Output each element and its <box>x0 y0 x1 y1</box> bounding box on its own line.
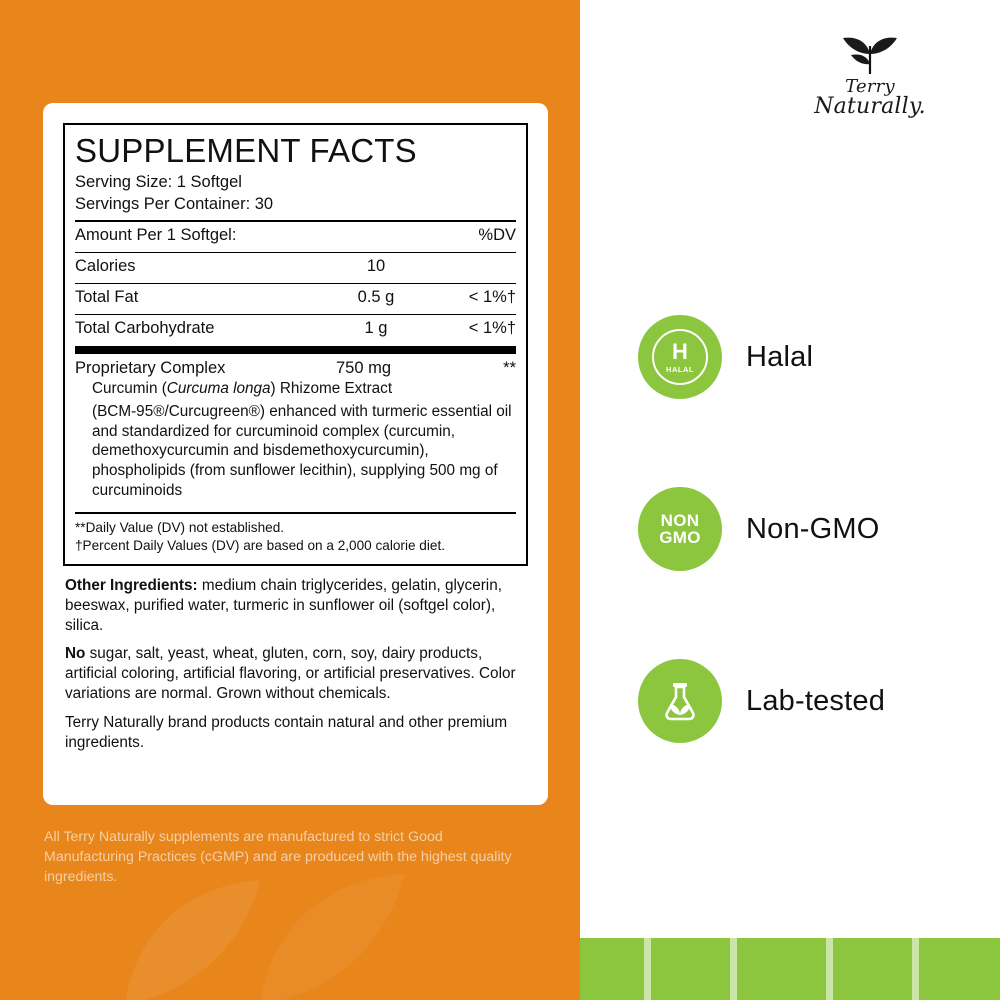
footnote-dv-not-established: **Daily Value (DV) not established. <box>75 520 285 536</box>
brand-logo <box>800 0 940 152</box>
leaf-sprout-icon <box>837 34 903 76</box>
halal-icon <box>638 315 722 399</box>
lab-flask-leaf-icon <box>638 659 722 743</box>
nutrient-name: Calories <box>75 256 136 275</box>
non-gmo-icon <box>638 487 722 571</box>
supplement-facts-card <box>43 103 548 805</box>
desc-pre: Curcumin ( <box>92 379 167 397</box>
servings-per-container: Servings Per Container: 30 <box>75 195 274 214</box>
halal-word: HALAL <box>666 364 694 374</box>
free-from-paragraph <box>65 644 526 704</box>
other-ingredients-section <box>63 576 528 753</box>
badge-halal <box>638 315 978 399</box>
footnote-percent-dv: †Percent Daily Values (DV) are based on a 2,000 calorie diet. <box>75 538 446 554</box>
badge-label-non-gmo: Non-GMO <box>746 512 880 545</box>
logo-text-naturally: Naturally. <box>814 94 926 119</box>
proprietary-amount: 750 mg <box>336 358 392 377</box>
non-gmo-line1: NON <box>660 510 700 530</box>
logo-text-terry: Terry <box>845 76 895 97</box>
non-gmo-line2: GMO <box>659 528 701 547</box>
supplement-facts-box <box>63 123 528 566</box>
badge-non-gmo <box>638 487 978 571</box>
dv-header: %DV <box>478 225 516 244</box>
divider-thick <box>75 346 516 354</box>
desc-post: ) Rhizome Extract <box>270 379 393 397</box>
badge-label-lab-tested: Lab-tested <box>746 684 886 717</box>
no-label: No <box>65 645 86 663</box>
halal-letter: H <box>672 338 688 364</box>
bottom-green-bar <box>580 938 1000 1000</box>
nutrient-amount: 0.5 g <box>357 287 395 306</box>
supplement-facts-title: SUPPLEMENT FACTS <box>75 132 417 169</box>
table-row <box>75 315 516 341</box>
proprietary-description: (BCM-95®/Curcugreen®) enhanced with turmeric essential oil and standardized for curcuminoid complex (curcumin, demethoxycurcumin and bisdemethoxycurcumin), phospholipids (from sunflower lecithin), supplying 500 mg of curcuminoids <box>92 402 512 500</box>
proprietary-dv: ** <box>503 358 516 377</box>
nutrient-name: Total Carbohydrate <box>75 318 215 337</box>
certification-badges <box>638 315 978 743</box>
nutrient-name: Total Fat <box>75 287 139 306</box>
proprietary-complex-row <box>75 354 516 378</box>
badge-label-halal: Halal <box>746 340 814 373</box>
nutrient-dv: < 1%† <box>468 287 516 306</box>
botanical-name: Curcuma longa <box>166 379 271 397</box>
divider <box>75 512 516 514</box>
facts-table-header <box>75 222 516 248</box>
gmp-note: All Terry Naturally supplements are manufactured to strict Good Manufacturing Practices (cGMP) and are produced with the highest quality ingredients. <box>44 829 512 885</box>
serving-size: Serving Size: 1 Softgel <box>75 173 242 192</box>
other-ingredients-paragraph <box>65 576 526 636</box>
nutrient-dv: < 1%† <box>468 318 516 337</box>
amount-per-serving-header: Amount Per 1 Softgel: <box>75 225 237 244</box>
brand-note: Terry Naturally brand products contain natural and other premium ingredients. <box>65 714 508 751</box>
other-ingredients-text: medium chain triglycerides, gelatin, glycerin, beeswax, purified water, turmeric in sunflower oil (softgel color), silica. <box>65 576 502 634</box>
nutrient-amount: 10 <box>366 256 386 275</box>
other-ingredients-label: Other Ingredients: <box>65 576 198 594</box>
table-row <box>75 253 516 279</box>
proprietary-description-line1 <box>75 378 516 401</box>
badge-lab-tested <box>638 659 978 743</box>
proprietary-name: Proprietary Complex <box>75 358 226 377</box>
table-row <box>75 284 516 310</box>
nutrient-amount: 1 g <box>364 318 388 337</box>
no-text: sugar, salt, yeast, wheat, gluten, corn, soy, dairy products, artificial coloring, artificial flavoring, or artificial preservatives. Color variations are normal. Grown without chemicals. <box>65 645 516 703</box>
